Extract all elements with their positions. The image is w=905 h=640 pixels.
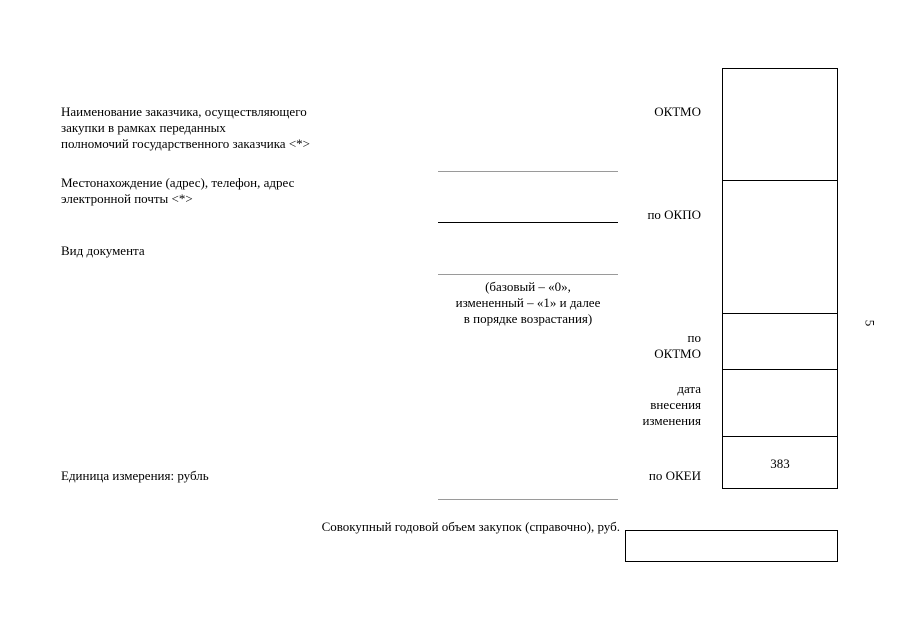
address-line-1: Местонахождение (адрес), телефон, адрес bbox=[61, 175, 295, 190]
address-field-line[interactable] bbox=[438, 222, 618, 223]
okei-value[interactable]: 383 bbox=[770, 456, 790, 471]
po-oktmo-line-2: ОКТМО bbox=[654, 346, 701, 361]
customer-name-line-1: Наименование заказчика, осуществляющего bbox=[61, 104, 307, 119]
okei-label: по ОКЕИ bbox=[648, 468, 701, 483]
customer-name-label bbox=[61, 104, 310, 152]
change-date-line-2: внесения bbox=[650, 397, 701, 412]
okpo-label: по ОКПО bbox=[647, 207, 701, 222]
change-date-label bbox=[600, 381, 701, 429]
unit-label: Единица измерения: рубль bbox=[61, 468, 209, 483]
change-date-line-1: дата bbox=[677, 381, 701, 396]
doc-type-note-line-3: в порядке возрастания) bbox=[463, 311, 593, 326]
customer-name-line-3: полномочий государственного заказчика <*> bbox=[61, 136, 310, 151]
doc-type-field-line[interactable] bbox=[438, 274, 618, 275]
codes-divider-change-date bbox=[723, 369, 837, 370]
codes-divider-okpo bbox=[723, 180, 837, 181]
customer-name-line-2: закупки в рамках переданных bbox=[61, 120, 226, 135]
customer-name-field-line[interactable] bbox=[438, 171, 618, 172]
doc-type-note bbox=[428, 279, 628, 327]
total-volume-label: Совокупный годовой объем закупок (справочно), руб. bbox=[321, 519, 620, 534]
codes-box bbox=[722, 68, 838, 489]
po-oktmo-line-1: по bbox=[687, 330, 701, 345]
unit-field-line[interactable] bbox=[438, 499, 618, 500]
doc-type-note-line-2: измененный – «1» и далее bbox=[455, 295, 601, 310]
doc-type-label: Вид документа bbox=[61, 243, 145, 258]
oktmo-label: ОКТМО bbox=[654, 104, 701, 119]
total-volume-field[interactable] bbox=[625, 530, 838, 562]
address-label bbox=[61, 175, 294, 207]
address-line-2: электронной почты <*> bbox=[61, 191, 193, 206]
doc-type-note-line-1: (базовый – «0», bbox=[485, 279, 571, 294]
po-oktmo-label bbox=[600, 330, 701, 362]
change-date-line-3: изменения bbox=[642, 413, 701, 428]
codes-divider-po-oktmo bbox=[723, 313, 837, 314]
page-number: 5 bbox=[862, 319, 878, 327]
codes-divider-okei bbox=[723, 436, 837, 437]
